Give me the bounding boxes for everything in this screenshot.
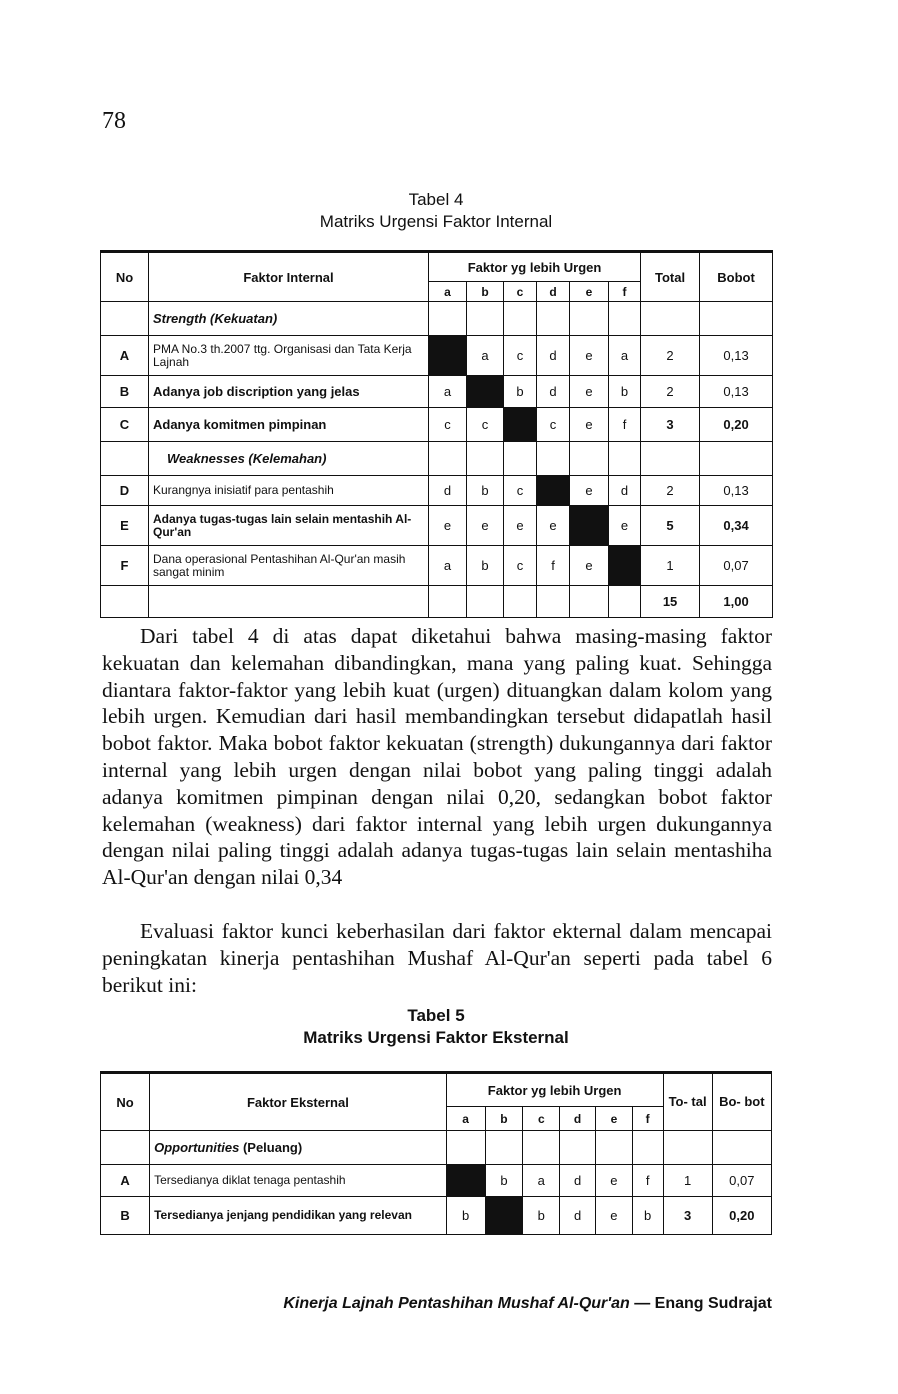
t5-urgent-cell: b: [632, 1197, 663, 1235]
t4-urgent-cell: e: [570, 408, 609, 442]
t5-empty-cell: [596, 1131, 633, 1165]
t4-empty-cell: [570, 302, 609, 336]
t4-row-no: C: [101, 408, 149, 442]
t4-empty-cell: [467, 302, 504, 336]
t4-empty-cell: [504, 302, 537, 336]
t5-empty-cell: [446, 1131, 485, 1165]
t4-urgent-cell: a: [429, 546, 467, 586]
t4-header-letter-f: f: [609, 282, 641, 302]
t4-diagonal-cell: [537, 476, 570, 506]
t4-header-faktor: Faktor Internal: [149, 252, 429, 302]
t5-header-total: To- tal: [663, 1073, 712, 1131]
t4-urgent-cell: a: [429, 376, 467, 408]
t4-empty-cell: [700, 442, 773, 476]
t5-header-urgent: Faktor yg lebih Urgen: [446, 1073, 663, 1107]
t4-sum-bobot: 1,00: [700, 586, 773, 618]
t4-row-faktor: Kurangnya inisiatif para pentashih: [149, 476, 429, 506]
t5-header-letter-b: b: [485, 1107, 523, 1131]
t4-empty-cell: [149, 586, 429, 618]
t4-row: [101, 546, 773, 586]
t5-row: [101, 1165, 772, 1197]
t4-section-weakness-row: [101, 442, 773, 476]
t4-empty-cell: [101, 442, 149, 476]
t4-row-total: 2: [641, 376, 700, 408]
t5-urgent-cell: d: [560, 1197, 596, 1235]
t4-row-faktor: Adanya job discription yang jelas: [149, 376, 429, 408]
t4-urgent-cell: c: [429, 408, 467, 442]
t5-header-letter-f: f: [632, 1107, 663, 1131]
t5-header-letter-c: c: [523, 1107, 560, 1131]
t4-section-strength-row: [101, 302, 773, 336]
t4-row-bobot: 0,13: [700, 376, 773, 408]
t4-empty-cell: [504, 442, 537, 476]
t4-urgent-cell: d: [609, 476, 641, 506]
t4-empty-cell: [700, 302, 773, 336]
t4-urgent-cell: b: [609, 376, 641, 408]
table5-caption-line2: Matriks Urgensi Faktor Eksternal: [303, 1028, 569, 1047]
t4-urgent-cell: f: [537, 546, 570, 586]
t5-urgent-cell: a: [523, 1165, 560, 1197]
t5-empty-cell: [632, 1131, 663, 1165]
t4-empty-cell: [609, 586, 641, 618]
t5-row-faktor: Tersedianya diklat tenaga pentashih: [150, 1165, 447, 1197]
t4-urgent-cell: e: [570, 546, 609, 586]
page-footer: [100, 1295, 772, 1313]
table4-caption: [100, 189, 772, 233]
t5-section-opportunities-rest: (Peluang): [242, 1140, 303, 1155]
t5-urgent-cell: b: [446, 1197, 485, 1235]
page-number: 78: [102, 108, 126, 134]
t4-row: [101, 376, 773, 408]
t5-empty-cell: [485, 1131, 523, 1165]
t4-urgent-cell: b: [467, 476, 504, 506]
t4-empty-cell: [101, 586, 149, 618]
t4-header-bobot: Bobot: [700, 252, 773, 302]
t4-urgent-cell: e: [467, 506, 504, 546]
t4-urgent-cell: e: [609, 506, 641, 546]
t4-header-total: Total: [641, 252, 700, 302]
t5-section-opportunities-row: [101, 1131, 772, 1165]
t4-urgent-cell: e: [570, 476, 609, 506]
t5-row-bobot: 0,20: [712, 1197, 771, 1235]
t4-row-no: E: [101, 506, 149, 546]
t5-urgent-cell: d: [560, 1165, 596, 1197]
t4-row-total: 2: [641, 476, 700, 506]
t4-row-total: 2: [641, 336, 700, 376]
t4-sum-total: 15: [641, 586, 700, 618]
t4-urgent-cell: c: [537, 408, 570, 442]
t5-row: [101, 1197, 772, 1235]
t4-row-no: F: [101, 546, 149, 586]
t4-row-total: 1: [641, 546, 700, 586]
t4-diagonal-cell: [570, 506, 609, 546]
t4-urgent-cell: c: [504, 546, 537, 586]
t4-header-letter-e: e: [570, 282, 609, 302]
t4-empty-cell: [504, 586, 537, 618]
table4-urgency-matrix: [100, 250, 773, 618]
t4-empty-cell: [537, 302, 570, 336]
t4-row: [101, 408, 773, 442]
t5-empty-cell: [101, 1131, 150, 1165]
t4-header-letter-d: d: [537, 282, 570, 302]
table5-caption: [100, 1005, 772, 1049]
t4-empty-cell: [101, 302, 149, 336]
t4-header-letter-c: c: [504, 282, 537, 302]
t4-row: [101, 336, 773, 376]
t4-row-faktor: Dana operasional Pentashihan Al-Qur'an masih sangat minim: [149, 546, 429, 586]
t4-urgent-cell: b: [504, 376, 537, 408]
footer-author: Enang Sudrajat: [654, 1295, 772, 1312]
t4-diagonal-cell: [609, 546, 641, 586]
t4-urgent-cell: a: [609, 336, 641, 376]
t5-urgent-cell: e: [596, 1197, 633, 1235]
t4-diagonal-cell: [467, 376, 504, 408]
t4-diagonal-cell: [504, 408, 537, 442]
t4-empty-cell: [609, 302, 641, 336]
t4-row-bobot: 0,20: [700, 408, 773, 442]
t4-sum-row: [101, 586, 773, 618]
t4-urgent-cell: e: [537, 506, 570, 546]
t5-diagonal-cell: [446, 1165, 485, 1197]
t4-row-bobot: 0,07: [700, 546, 773, 586]
t5-row-faktor: Tersedianya jenjang pendidikan yang relevan: [150, 1197, 447, 1235]
t4-row-no: A: [101, 336, 149, 376]
t5-row-no: B: [101, 1197, 150, 1235]
t4-section-weakness: Weaknesses (Kelemahan): [149, 442, 429, 476]
t4-urgent-cell: e: [429, 506, 467, 546]
table5-urgency-matrix: [100, 1071, 772, 1235]
t4-empty-cell: [641, 442, 700, 476]
t5-header-bobot: Bo- bot: [712, 1073, 771, 1131]
t4-urgent-cell: c: [504, 476, 537, 506]
t5-urgent-cell: e: [596, 1165, 633, 1197]
t4-empty-cell: [570, 442, 609, 476]
body-paragraph-2: Evaluasi faktor kunci keberhasilan dari faktor ekternal dalam mencapai peningkatan kinerja pentashihan Mushaf Al-Qur'an seperti pada tabel 6 berikut ini:: [102, 919, 772, 997]
t4-row-faktor: PMA No.3 th.2007 ttg. Organisasi dan Tata Kerja Lajnah: [149, 336, 429, 376]
t4-row-faktor: Adanya tugas-tugas lain selain mentashih Al-Qur'an: [149, 506, 429, 546]
t4-urgent-cell: d: [537, 376, 570, 408]
t4-header-urgent: Faktor yg lebih Urgen: [429, 252, 641, 282]
t4-urgent-cell: d: [429, 476, 467, 506]
t5-header-letter-e: e: [596, 1107, 633, 1131]
table4-caption-line1: Tabel 4: [408, 190, 464, 209]
t4-urgent-cell: e: [570, 376, 609, 408]
t4-row: [101, 476, 773, 506]
t4-urgent-cell: e: [504, 506, 537, 546]
table4-caption-line2: Matriks Urgensi Faktor Internal: [319, 212, 553, 231]
t4-urgent-cell: f: [609, 408, 641, 442]
footer-separator: —: [629, 1295, 655, 1312]
t5-row-total: 1: [663, 1165, 712, 1197]
t4-empty-cell: [641, 302, 700, 336]
t5-header-letter-d: d: [560, 1107, 596, 1131]
t4-row-bobot: 0,13: [700, 476, 773, 506]
t4-urgent-cell: c: [504, 336, 537, 376]
t4-header-letter-b: b: [467, 282, 504, 302]
t5-header-letter-a: a: [446, 1107, 485, 1131]
t4-diagonal-cell: [429, 336, 467, 376]
body-paragraph-1: Dari tabel 4 di atas dapat diketahui bahwa masing-masing faktor kekuatan dan kelemahan dibandingkan, mana yang paling kuat. Sehingga diantara faktor-faktor yang lebih kuat (urgen) dituangkan dalam kolom yang lebih urgen. Kemudian dari hasil membandingkan tersebut didapatlah hasil bobot faktor. Maka bobot faktor kekuatan (strength) dukungannya dari faktor internal yang lebih urgen dengan nilai bobot yang paling tinggi adalah adanya komitmen pimpinan dengan nilai 0,20, sedangkan bobot faktor kelemahan (weakness) dari faktor internal yang lebih urgen dukungannya dengan nilai paling tinggi adalah adanya tugas-tugas lain selain mentashiha Al-Qur'an dengan nilai 0,34: [102, 624, 772, 890]
t4-empty-cell: [429, 302, 467, 336]
t5-header-faktor: Faktor Eksternal: [150, 1073, 447, 1131]
t4-urgent-cell: c: [467, 408, 504, 442]
t4-row-no: B: [101, 376, 149, 408]
t4-section-strength: Strength (Kekuatan): [149, 302, 429, 336]
t4-row-total: 3: [641, 408, 700, 442]
t5-diagonal-cell: [485, 1197, 523, 1235]
t5-urgent-cell: f: [632, 1165, 663, 1197]
t4-row: [101, 506, 773, 546]
t4-header-letter-a: a: [429, 282, 467, 302]
t4-urgent-cell: b: [467, 546, 504, 586]
t5-section-opportunities: [150, 1131, 447, 1165]
t5-urgent-cell: b: [523, 1197, 560, 1235]
t5-row-total: 3: [663, 1197, 712, 1235]
t4-empty-cell: [609, 442, 641, 476]
table5-caption-line1: Tabel 5: [407, 1006, 465, 1025]
t4-empty-cell: [537, 586, 570, 618]
t4-row-total: 5: [641, 506, 700, 546]
t4-empty-cell: [467, 442, 504, 476]
t4-urgent-cell: d: [537, 336, 570, 376]
t5-row-no: A: [101, 1165, 150, 1197]
t5-empty-cell: [663, 1131, 712, 1165]
t4-empty-cell: [537, 442, 570, 476]
t4-row-no: D: [101, 476, 149, 506]
t4-row-bobot: 0,13: [700, 336, 773, 376]
t5-urgent-cell: b: [485, 1165, 523, 1197]
t4-row-bobot: 0,34: [700, 506, 773, 546]
t5-empty-cell: [712, 1131, 771, 1165]
t4-row-faktor: Adanya komitmen pimpinan: [149, 408, 429, 442]
t4-header-no: No: [101, 252, 149, 302]
t4-empty-cell: [570, 586, 609, 618]
t5-empty-cell: [560, 1131, 596, 1165]
t4-urgent-cell: e: [570, 336, 609, 376]
t5-empty-cell: [523, 1131, 560, 1165]
t4-empty-cell: [429, 586, 467, 618]
t4-urgent-cell: a: [467, 336, 504, 376]
footer-book-title: Kinerja Lajnah Pentashihan Mushaf Al-Qur'an: [283, 1295, 630, 1312]
t5-section-opportunities-italic: Opportunities: [154, 1140, 240, 1155]
t5-row-bobot: 0,07: [712, 1165, 771, 1197]
t5-header-no: No: [101, 1073, 150, 1131]
t4-empty-cell: [467, 586, 504, 618]
t4-empty-cell: [429, 442, 467, 476]
